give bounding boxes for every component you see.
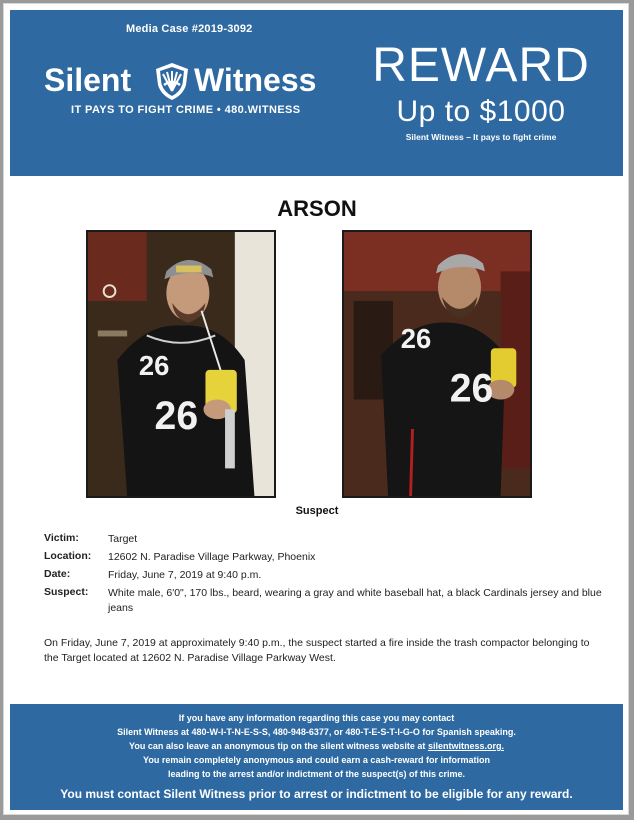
detail-label: Date: [44, 568, 71, 580]
detail-row-suspect [44, 586, 604, 616]
jersey-number-left-large: 26 [154, 393, 199, 439]
photo-caption: Suspect [295, 505, 339, 517]
detail-value: 12602 N. Paradise Village Parkway, Phoenix [108, 551, 316, 563]
reward-heading: REWARD [372, 39, 590, 92]
detail-row-location [44, 550, 604, 568]
incident-narrative: On Friday, June 7, 2019 at approximately 9:40 p.m., the suspect started a fire inside the trash compactor belonging to the Target located at 12602 N. Paradise Village Parkway West. [44, 637, 590, 664]
footer-line-1: If you have any information regarding this case you may contact [178, 713, 455, 723]
footer-line-4: You remain completely anonymous and could earn a cash-reward for information [143, 755, 490, 765]
detail-value: Target [108, 533, 138, 545]
jersey-number-right: 26 [400, 323, 432, 355]
suspect-photo-left [86, 230, 276, 498]
suspect-photo-right [342, 230, 532, 498]
logo-word-witness: Witness [194, 62, 317, 98]
logo-word-silent: Silent [44, 62, 132, 98]
detail-label: Location: [44, 550, 92, 562]
header-banner [10, 10, 623, 176]
jersey-number-left: 26 [138, 349, 170, 381]
footer-line-5: leading to the arrest and/or indictment of the suspect(s) of this crime. [167, 769, 466, 779]
detail-value: Friday, June 7, 2019 at 9:40 p.m. [108, 569, 262, 581]
detail-value: White male, 6'0", 170 lbs., beard, wearing a gray and white baseball hat, a black Cardinals jersey and blue jeans [108, 587, 602, 614]
detail-label: Suspect: [44, 586, 89, 598]
footer-line-2: Silent Witness at 480-W-I-T-N-E-S-S, 480-948-6377, or 480-T-E-S-T-I-G-O for Spanish speaking. [117, 727, 516, 737]
flyer-page [3, 3, 629, 815]
silentwitness-website-link[interactable]: silentwitness.org. [427, 741, 504, 751]
case-details [44, 532, 604, 616]
reward-amount: Up to $1000 [396, 95, 566, 128]
footer-line-3 [10, 741, 623, 751]
footer-eligibility-notice: You must contact Silent Witness prior to arrest or indictment to be eligible for any reward. [60, 787, 573, 801]
footer-banner [10, 704, 623, 810]
jersey-number-right-large: 26 [449, 366, 494, 411]
detail-row-date [44, 568, 604, 586]
detail-row-victim [44, 532, 604, 550]
reward-subtitle: Silent Witness – It pays to fight crime [405, 132, 557, 142]
footer-line-3-text: You can also leave an anonymous tip on the silent witness website at [129, 741, 428, 751]
detail-label: Victim: [44, 532, 79, 544]
logo-tagline: IT PAYS TO FIGHT CRIME • 480.WITNESS [71, 104, 301, 116]
media-case-number: Media Case #2019-3092 [126, 23, 253, 35]
crime-type-title: ARSON [277, 196, 357, 221]
silent-witness-logo [44, 60, 334, 130]
shield-sunburst-icon [153, 61, 191, 101]
